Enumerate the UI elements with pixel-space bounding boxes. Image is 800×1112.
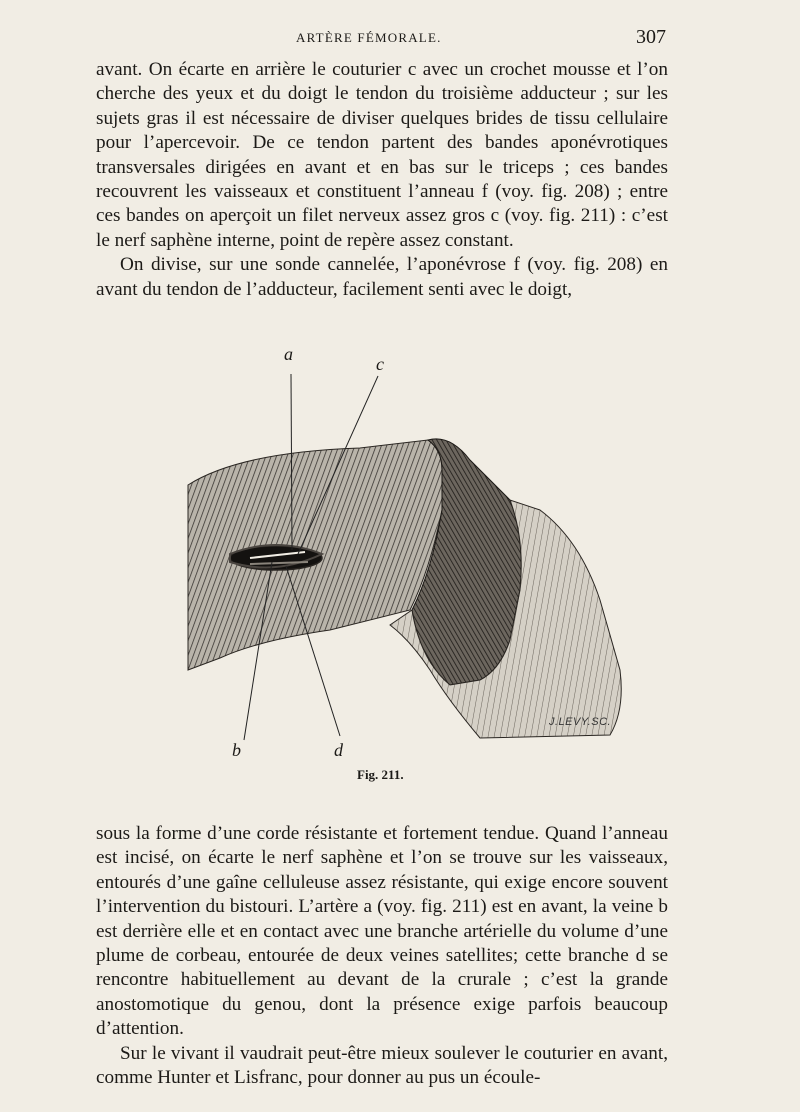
knee-dissection-illustration (180, 340, 660, 800)
page-header (96, 24, 666, 50)
paragraph: On divise, sur une sonde cannelée, l’aponévrose f (voy. fig. 208) en avant du tendon de l’adducteur, facilement senti avec le doigt, (96, 254, 668, 300)
text-block-top (96, 58, 668, 302)
paragraph: sous la forme d’une corde résistante et fortement tendue. Quand l’anneau est incisé, on écarte le nerf saphène et l’on se trouve sur les vaisseaux, entourés d’une gaîne celluleuse assez résistante, qui exige encore souvent l’intervention du bistouri. L’artère a (voy. fig. 211) est en avant, la veine b est derrière elle et en contact avec une branche artérielle du volume d’une plume de corbeau, entourée de deux veines satellites; cette branche d se rencontre habituellement au devant de la crurale ; c’est la grande anostomotique du genou, dont la présence exige parfois beaucoup d’attention. (96, 823, 668, 1040)
paragraph: Sur le vivant il vaudrait peut-être mieux soulever le couturier en avant, comme Hunter et Lisfranc, pour donner au pus un écoule- (96, 1042, 668, 1089)
label-c: c (376, 354, 384, 374)
page-number: 307 (636, 26, 666, 48)
running-title: ARTÈRE FÉMORALE. (296, 30, 442, 45)
label-a: a (284, 344, 293, 364)
engraver-signature: J.LEVY.SC. (549, 716, 612, 728)
label-d: d (334, 740, 343, 760)
label-b: b (232, 740, 241, 760)
text-block-bottom (96, 822, 668, 1090)
anatomical-figure (180, 340, 660, 800)
figure-caption: Fig. 211. (357, 767, 404, 782)
paragraph: avant. On écarte en arrière le couturier c avec un crochet mousse et l’on cherche des yeux et du doigt le tendon du troisième adducteur ; sur les sujets gras il est nécessaire de diviser quelques brides de tissu cellulaire pour l’apercevoir. De ce tendon partent des bandes aponévrotiques transversales dirigées en avant et en bas sur le triceps ; ces bandes recouvrent les vaisseaux et constituent l’anneau f (voy. fig. 208) ; entre ces bandes on aperçoit un filet nerveux assez gros c (voy. fig. 211) : c’est le nerf saphène interne, point de repère assez constant. (96, 59, 668, 251)
